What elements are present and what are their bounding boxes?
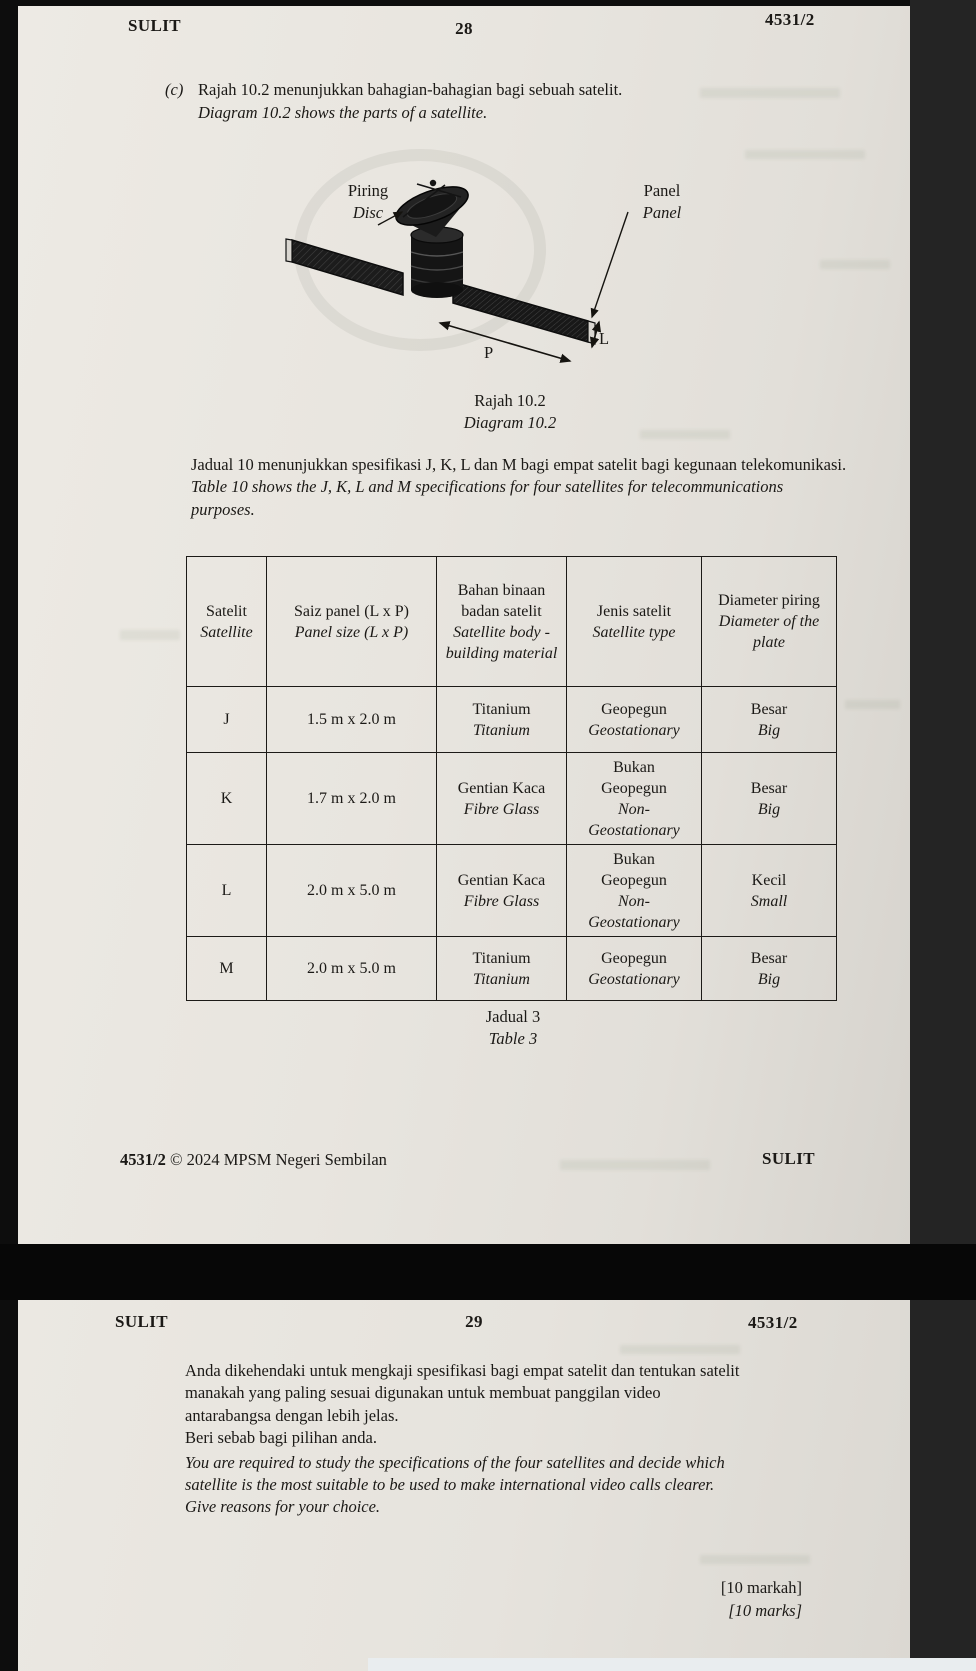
task-en-line-1: You are required to study the specifications of the four satellites and decide which [185,1452,725,1472]
material-en: Titanium [473,970,530,988]
table-intro [191,454,849,521]
scan-artifact [700,1555,810,1564]
col-header-type-ms: Jenis satelit [596,602,672,620]
question-c-text-en: Diagram 10.2 shows the parts of a satellite. [198,103,488,122]
page1-footer-sulit: SULIT [762,1149,816,1168]
col-header-diameter-en: Diameter of the plate [718,613,820,651]
scan-artifact [620,1345,740,1354]
page2-paper-code: 4531/2 [748,1313,798,1332]
table-row-l [187,845,837,937]
table-intro-ms: Jadual 10 menunjukkan spesifikasi J, K, L dan M bagi empat satelit bagi kegunaan telekomunikasi. [191,455,847,474]
type-ms: Geopegun [601,949,667,967]
col-header-panelsize-ms: Saiz panel (L x P) [294,602,409,620]
task-paragraph [185,1360,845,1519]
material-ms: Titanium [472,949,531,967]
page2-header-sulit: SULIT [115,1312,169,1331]
scan-artifact [700,88,840,98]
table-row-k [187,753,837,845]
question-c-label: (c) [165,80,184,99]
task-ms-line-4: Beri sebab bagi pilihan anda. [185,1428,377,1448]
table-caption [418,1006,608,1050]
satellite-body [411,227,463,298]
material-en: Titanium [473,721,530,739]
material-en: Fibre Glass [463,892,540,910]
page-29 [18,1300,910,1671]
marks-ms: [10 markah] [720,1578,802,1597]
col-header-material-ms: Bahan binaan badan satelit [457,581,546,620]
table-row-m [187,937,837,1001]
panel-size: 2.0 m x 5.0 m [307,960,396,977]
material-ms: Titanium [472,700,531,718]
material-ms: Gentian Kaca [457,871,546,889]
diameter-ms: Besar [750,949,788,967]
satellite-name: J [223,711,230,728]
diameter-ms: Besar [750,700,788,718]
disc-label-en: Disc [352,203,384,222]
type-ms: Bukan Geopegun [601,758,667,797]
task-ms-line-3: antarabangsa dengan lebih jelas. [185,1405,399,1425]
scan-artifact [640,430,730,439]
satellite-name: M [219,960,234,977]
col-header-type-en: Satellite type [592,623,676,641]
diameter-en: Big [757,970,781,988]
scan-artifact [845,700,900,709]
figure-caption-ms: Rajah 10.2 [474,391,546,410]
col-header-satellite-en: Satellite [200,623,253,641]
task-ms-line-1: Anda dikehendaki untuk mengkaji spesifikasi bagi empat satelit dan tentukan satelit [185,1361,740,1380]
panel-label [630,180,694,224]
diameter-ms: Besar [750,779,788,797]
panel-label-en: Panel [642,203,682,222]
footer-copyright: © 2024 MPSM Negeri Sembilan [169,1150,387,1169]
page1-page-number: 28 [455,19,473,38]
type-ms: Bukan Geopegun [601,850,667,889]
material-ms: Gentian Kaca [457,779,546,797]
satellite-name: K [220,790,233,807]
panel-label-ms: Panel [643,181,681,200]
scan-artifact [120,630,180,640]
scan-artifact [560,1160,710,1170]
footer-paper-code: 4531/2 [120,1150,166,1169]
table-header-row [187,557,837,687]
satellite-name: L [221,882,232,899]
col-header-panelsize-en: Panel size (L x P) [294,623,409,641]
col-header-material-en: Satellite body - building material [445,623,558,662]
spec-table [186,556,837,1001]
diameter-en: Big [757,721,781,739]
scan-artifact [820,260,890,269]
diameter-en: Big [757,800,781,818]
dimension-label-l: L [599,329,610,348]
task-en-line-3: Give reasons for your choice. [185,1497,381,1517]
table-row-j [187,687,837,753]
question-c-text-ms: Rajah 10.2 menunjukkan bahagian-bahagian bagi sebuah satelit. [198,80,623,99]
task-ms-line-2: manakah yang paling sesuai digunakan untuk membuat panggilan video [185,1383,661,1403]
panel-size: 1.5 m x 2.0 m [307,711,396,728]
type-en: Geostationary [588,721,680,739]
col-header-satellite-ms: Satelit [206,602,247,620]
col-header-diameter-ms: Diameter piring [718,592,820,609]
marks-en: [10 marks] [728,1601,802,1620]
page1-header-sulit: SULIT [128,16,182,35]
scan-artifact [745,150,865,159]
scan-bottom-strip [368,1658,976,1671]
figure-caption-en: Diagram 10.2 [463,413,557,432]
type-en: Non-Geostationary [588,892,680,931]
page1-paper-code: 4531/2 [765,10,815,29]
scan-edge-shadow [910,0,976,1671]
material-en: Fibre Glass [463,800,540,818]
panel-size: 2.0 m x 5.0 m [307,882,396,899]
type-en: Non-Geostationary [588,800,680,839]
panel-size: 1.7 m x 2.0 m [307,790,396,807]
disc-label [331,180,405,224]
marks-allocation [721,1576,802,1622]
disc-label-ms: Piring [347,181,389,200]
page2-page-number: 29 [465,1312,483,1331]
table-intro-en: Table 10 shows the J, K, L and M specifications for four satellites for telecommunications purposes. [191,477,784,519]
table-caption-ms: Jadual 3 [485,1007,541,1026]
dimension-label-p: P [484,343,494,362]
diameter-ms: Kecil [751,871,787,889]
type-en: Geostationary [588,970,680,988]
task-en-line-2: satellite is the most suitable to be used to make international video calls clearer. [185,1475,715,1495]
table-caption-en: Table 3 [488,1029,538,1048]
page1-footer-left [120,1150,387,1170]
page-28 [18,6,910,1244]
figure-caption [415,390,605,434]
page-separator [0,1244,976,1300]
diameter-en: Small [750,892,788,910]
pointer-line-panel [592,212,628,317]
type-ms: Geopegun [601,700,667,718]
